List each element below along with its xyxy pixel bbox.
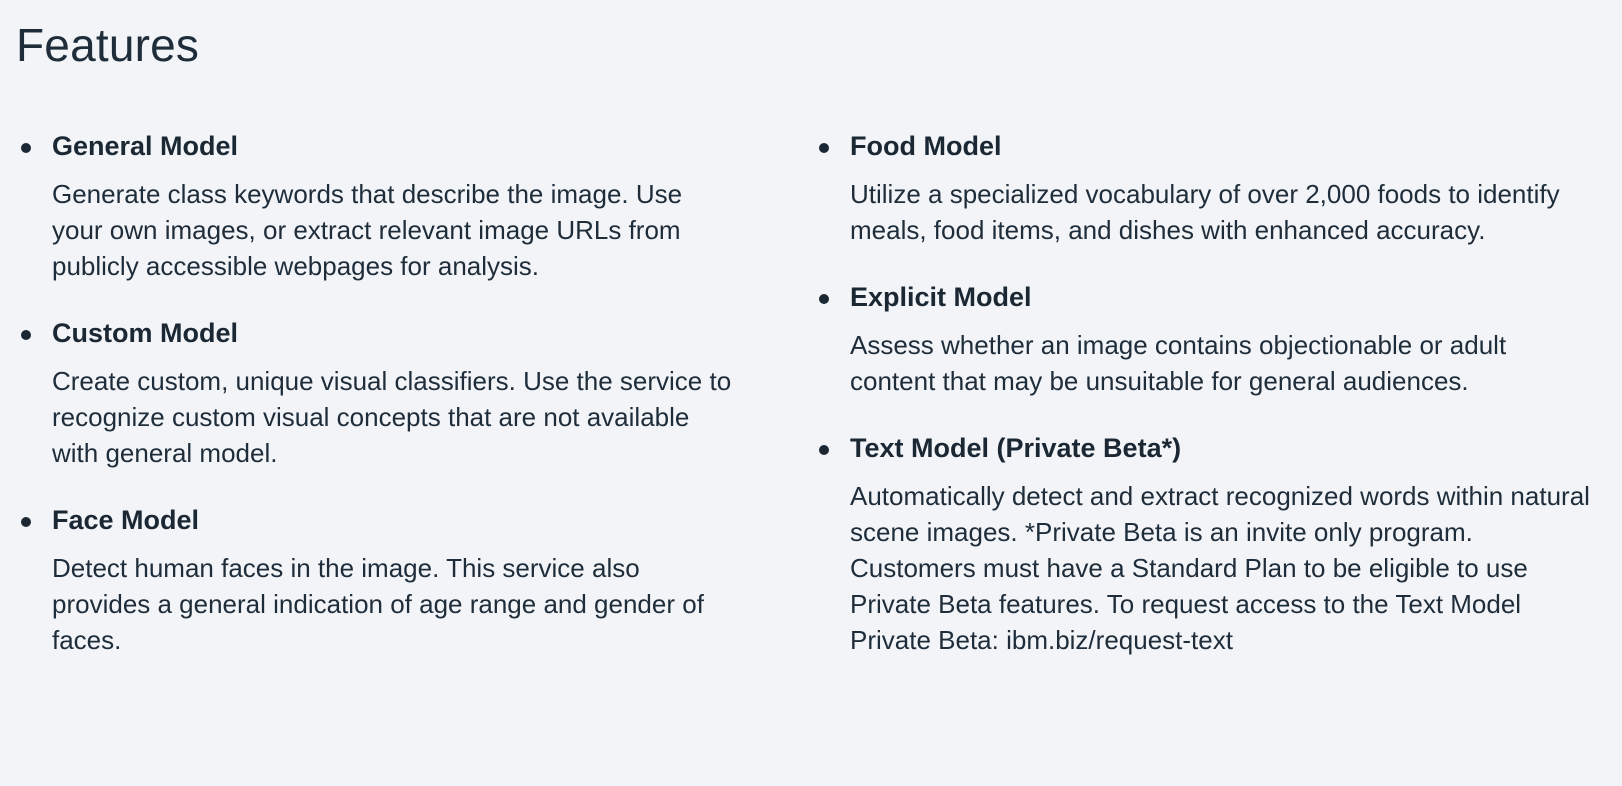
feature-title: Custom Model — [52, 318, 238, 348]
feature-description: Assess whether an image contains objectionable or adult content that may be unsuitable for general audiences. — [850, 330, 1507, 396]
feature-description: Detect human faces in the image. This service also provides a general indication of age range and gender of faces. — [52, 553, 704, 655]
feature-face-model — [16, 504, 736, 658]
feature-description: Create custom, unique visual classifiers. Use the service to recognize custom visual concepts that are not available with general model. — [52, 366, 732, 468]
feature-title: General Model — [52, 131, 239, 161]
feature-general-model — [16, 130, 736, 284]
feature-title: Face Model — [52, 505, 200, 535]
page-title: Features — [16, 19, 200, 71]
feature-food-model — [814, 130, 1594, 248]
feature-explicit-model — [814, 281, 1594, 399]
bullet-icon — [21, 330, 31, 340]
feature-title: Explicit Model — [850, 282, 1032, 312]
bullet-icon — [21, 517, 31, 527]
bullet-icon — [819, 294, 829, 304]
features-column-left — [16, 130, 736, 691]
features-column-right — [814, 130, 1594, 691]
feature-text-model — [814, 432, 1594, 658]
feature-title: Text Model (Private Beta*) — [850, 433, 1182, 463]
feature-description: Utilize a specialized vocabulary of over 2,000 foods to identify meals, food items, and dishes with enhanced accuracy. — [850, 179, 1560, 245]
bullet-icon — [819, 445, 829, 455]
feature-custom-model — [16, 317, 736, 471]
bullet-icon — [819, 143, 829, 153]
bullet-icon — [21, 143, 31, 153]
feature-description: Automatically detect and extract recognized words within natural scene images. *Private Beta is an invite only program. Customers must have a Standard Plan to be eligible to use Private Beta features. To request access to the Text Model Private Beta: ibm.biz/request-text — [850, 481, 1590, 655]
feature-description: Generate class keywords that describe the image. Use your own images, or extract relevant image URLs from publicly accessible webpages for analysis. — [52, 179, 683, 281]
feature-title: Food Model — [850, 131, 1002, 161]
